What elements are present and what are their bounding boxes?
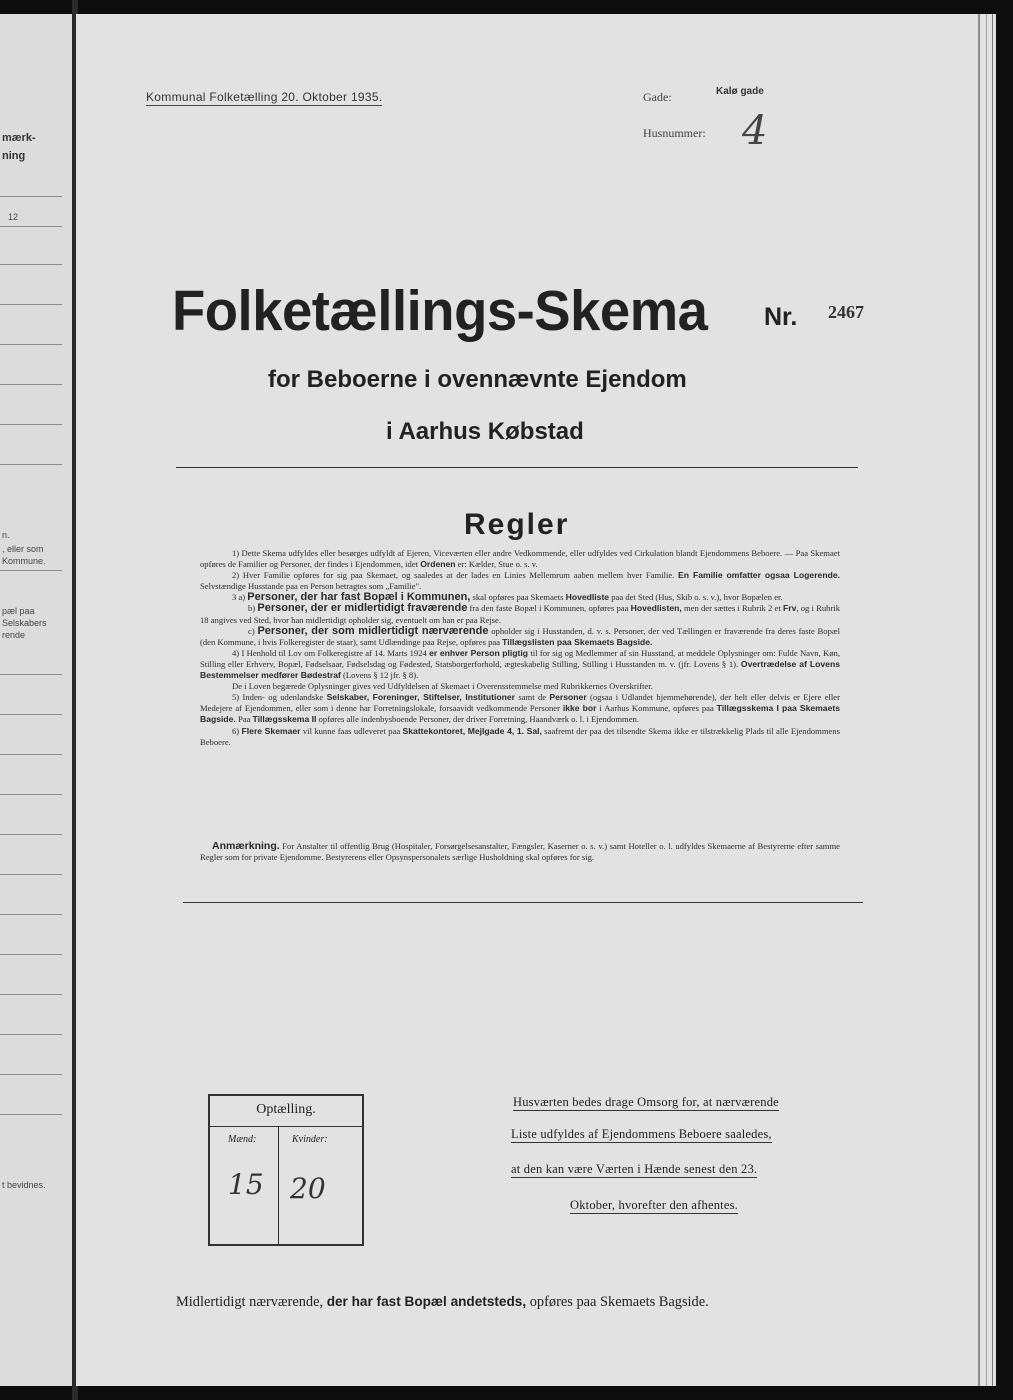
divider	[183, 902, 863, 903]
left-rule	[0, 754, 62, 755]
left-rule	[0, 570, 62, 571]
notice-line: Liste udfyldes af Ejendommens Beboere saaledes,	[511, 1127, 772, 1141]
rules-heading: Regler	[464, 508, 570, 541]
women-count: 20	[290, 1172, 326, 1205]
left-fragment: mærk-	[2, 132, 36, 144]
left-rule	[0, 464, 62, 465]
page-edge	[986, 14, 987, 1386]
count-box-divider	[210, 1126, 362, 1127]
left-rule	[0, 264, 62, 265]
street-value: Kalø gade	[716, 86, 764, 97]
rules-text: 1) Dette Skema udfyldes eller besørges udfyldt af Ejeren, Viceværten eller andre Vedkommende, eller udfyldes ved Cirkulation blandt Ejendommens Beboere. — Paa Skemaet opføres de Familier og Personer, der findes i Ejendommen, idet Ordenen er: Kælder, Stue o. s. v. 2) Hver Familie opføres for sig paa Skemaet, og saaledes at der lades en Linies Mellemrum aaben mellem hver Familie. En Familie omfatter ogsaa Logerende. Selvstændige Husstande paa en Person betragtes som „Familie". 3 a) Personer, der har fast Bopæl i Kommunen, skal opføres paa Skemaets Hovedliste paa det Sted (Hus, Skib o. s. v.), hvor Bopælen er. b) Personer, der er midlertidigt fraværende fra den faste Bopæl i Kommunen, opføres paa Hovedlisten, men der sættes i Rubrik 2 et Frv, og i Rubrik 18 angives ved Sted, hvor han midlertidigt opholder sig, eventuelt om han er paa Rejse. c) Personer, der som midlertidigt nærværende opholder sig i Husstanden, d. v. s. Personer, der ved Tællingen er fraværende fra deres faste Bopæl (den Kommune, i hvis Folkeregister de staar), samt Udlændinge paa Rejse, opføres paa Tillægslisten paa Skemaets Bagside. 4) I Henhold til Lov om Folkeregistre af 14. Marts 1924 er enhver Person pligtig til for sig og Medlemmer af sin Husstand, at meddele Oplysninger om: Fulde Navn, Køn, Stilling eller Erhverv, Bopæl, Fødselsaar, Fødselsdag og Fødested, Statsborgerforhold, ægteskabelig Stilling, Stilling i Husstanden m. v. (jfr. Lovens § 1). Overtrædelse af Lovens Bestemmelser medfører Bødestraf (Lovens § 12 jfr. § 8). De i Loven begærede Oplysninger gives ved Udfyldelsen af Skemaet i Overensstemmelse med Rubrikkernes Overskrifter. 5) Inden- og udenlandske Selskaber, Foreninger, Stiftelser, Institutioner samt de Personer (ogsaa i Udlandet hjemmehørende), der helt eller delvis er Ejere eller Medejere af Ejendommen, eller som i denne har Forretningslokale, forsaavidt vedkommende Personer ikke bor i Aarhus Kommune, opføres paa Tillægsskema I paa Skemaets Bagside. Paa Tillægsskema II opføres alle indenbysboende Personer, der driver Forretning, Haandværk o. l. i Ejendommen. 6) Flere Skemaer vil kunne faas udleveret paa Skattekontoret, Mejlgade 4, 1. Sal, saafremt der paa det tilsendte Skema ikke er tilstrækkelig Plads til alle Ejendommens Beboere.	[200, 548, 840, 747]
left-rule	[0, 344, 62, 345]
left-rule	[0, 674, 62, 675]
left-fragment: ning	[2, 150, 26, 162]
left-rule	[0, 994, 62, 995]
notice-line: Husværten bedes drage Omsorg for, at nærværende	[513, 1095, 779, 1109]
men-count: 15	[228, 1168, 264, 1201]
left-rule	[0, 794, 62, 795]
house-number-value: 4	[742, 108, 768, 154]
count-box-title: Optælling.	[256, 1102, 316, 1117]
form-number-label: Nr.	[764, 303, 798, 331]
census-date-title: Kommunal Folketælling 20. Oktober 1935.	[146, 90, 383, 104]
form-number-value: 2467	[828, 302, 864, 322]
left-fragment: 12	[8, 212, 19, 222]
left-fragment: Selskabers	[2, 618, 47, 628]
left-rule	[0, 954, 62, 955]
notice-line: at den kan være Værten i Hænde senest den 23.	[511, 1162, 758, 1176]
left-fragment: , eller som	[2, 544, 44, 554]
left-fragment: pæl paa	[2, 606, 35, 616]
left-rule	[0, 834, 62, 835]
form-subtitle-town: i Aarhus Købstad	[386, 418, 584, 445]
notice-line: Oktober, hvorefter den afhentes.	[570, 1198, 738, 1212]
count-box-column-divider	[278, 1126, 279, 1244]
count-box	[208, 1094, 364, 1246]
women-label: Kvinder:	[292, 1134, 328, 1145]
house-number-label: Husnummer:	[643, 126, 706, 140]
street-label: Gade:	[643, 90, 672, 104]
left-rule	[0, 384, 62, 385]
footer-note: Midlertidigt nærværende, der har fast Bopæl andetsteds, opføres paa Skemaets Bagside.	[176, 1294, 709, 1310]
remark-text: Anmærkning. For Anstalter til offentlig Brug (Hospitaler, Forsørgelsesanstalter, Fængsler, Kaserner o. s. v.) samt Hoteller o. l. udfyldes Skemaerne af Bestyrerne efter samme Regler som for private Ejendomme. Bestyrerens eller Opsynspersonalets særlige Husholdning skal opføres for sig.	[200, 840, 840, 863]
left-rule	[0, 196, 62, 197]
left-rule	[0, 714, 62, 715]
page-edge	[992, 14, 993, 1386]
left-page-edge	[0, 14, 74, 1386]
left-fragment: Kommune.	[2, 556, 46, 566]
left-rule	[0, 226, 62, 227]
left-rule	[0, 874, 62, 875]
left-fragment: rende	[2, 630, 26, 640]
page-edge	[978, 14, 980, 1386]
left-rule	[0, 1114, 62, 1115]
form-title: Folketællings-Skema	[172, 279, 708, 343]
men-label: Mænd:	[228, 1134, 257, 1145]
left-fragment: t bevidnes.	[2, 1180, 46, 1190]
left-rule	[0, 1074, 62, 1075]
form-subtitle-residents: for Beboerne i ovennævnte Ejendom	[268, 366, 687, 393]
left-rule	[0, 1034, 62, 1035]
left-rule	[0, 424, 62, 425]
left-fragment: n.	[2, 530, 10, 540]
left-rule	[0, 304, 62, 305]
divider	[176, 467, 858, 468]
left-rule	[0, 914, 62, 915]
